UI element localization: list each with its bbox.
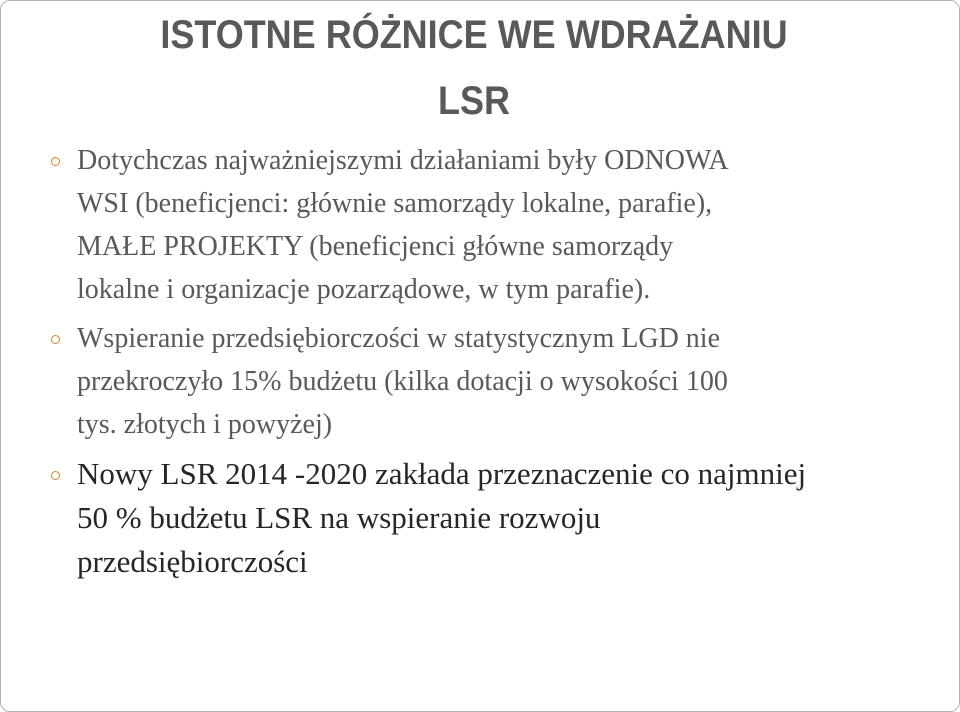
slide-title-line-2: LSR [438, 79, 510, 123]
bullet-text-line: przedsiębiorczości [77, 544, 308, 579]
bullet-circle-icon [51, 471, 60, 480]
bullet-circle-icon [51, 335, 60, 344]
bullet-text-line: tys. złotych i powyżej) [77, 409, 333, 440]
bullet-text-line: WSI (beneficjenci: głównie samorządy lokalne, parafie), [77, 188, 713, 219]
bullet-text-line: MAŁE PROJEKTY (beneficjenci główne samorządy [77, 231, 674, 262]
bullet-list [1, 139, 960, 584]
bullet-text-line: 50 % budżetu LSR na wspieranie rozwoju [77, 500, 601, 535]
slide-title-line-1: ISTOTNE RÓŻNICE WE WDRAŻANIU [160, 13, 788, 57]
bullet-item [1, 317, 907, 446]
bullet-circle-icon [51, 157, 60, 166]
bullet-text-line: lokalne i organizacje pozarządowe, w tym parafie). [77, 274, 651, 305]
bullet-item [1, 139, 907, 311]
bullet-text-line: Wspieranie przedsiębiorczości w statystycznym LGD nie [77, 323, 721, 354]
bullet-item [1, 452, 917, 584]
bullet-text-line: przekroczyło 15% budżetu (kilka dotacji o wysokości 100 [77, 366, 728, 397]
bullet-text-line: Dotychczas najważniejszymi działaniami były ODNOWA [77, 145, 729, 176]
bullet-text-line: Nowy LSR 2014 -2020 zakłada przeznaczenie co najmniej [77, 456, 807, 491]
